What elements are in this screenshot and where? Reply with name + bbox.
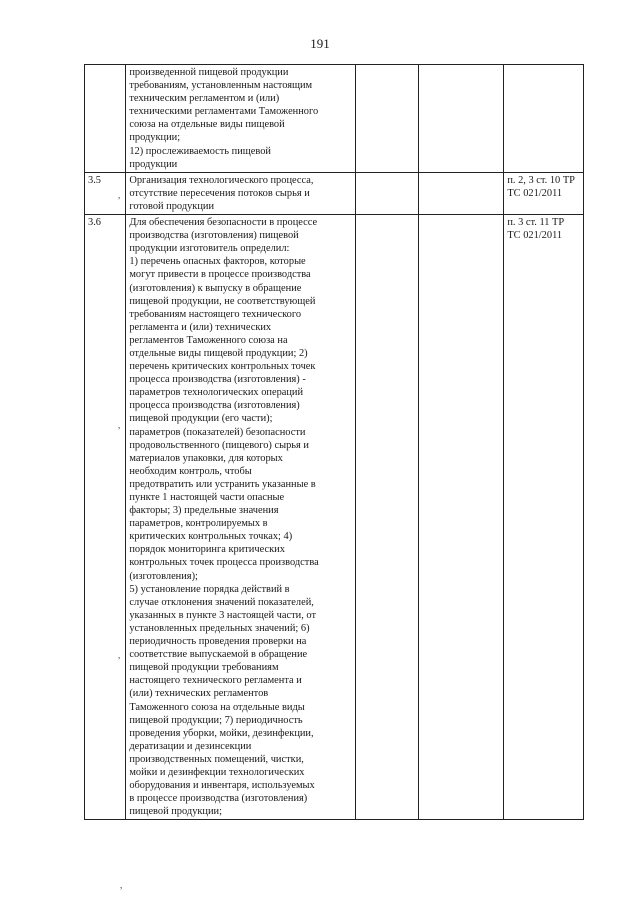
item-number: 3.6	[85, 215, 126, 820]
text-line: процесса производства (изготовления) -	[129, 374, 306, 386]
text-line: указанных в пункте 3 настоящей части, от	[129, 609, 316, 621]
empty-cell	[356, 215, 419, 820]
scan-mark: ,	[118, 190, 121, 200]
text-line: пищевой продукции;	[129, 806, 223, 818]
text-line: (изготовления);	[129, 570, 198, 582]
table-row	[85, 65, 584, 173]
empty-cell	[418, 215, 504, 820]
item-number: 3.5	[85, 172, 126, 214]
text-line: продовольственного (пищевого) сырья и	[129, 439, 309, 451]
text-line: Организация технологического процесса,	[129, 174, 314, 186]
text-line: параметров (показателей) безопасности	[129, 426, 306, 438]
text-line: предотвратить или устранить указанные в	[129, 478, 316, 490]
text-line: требованиям настоящего технического	[129, 308, 302, 320]
text-line: перечень критических контрольных точек	[129, 361, 316, 373]
text-line: Таможенного союза на отдельные виды	[129, 701, 305, 713]
requirement-text	[126, 172, 356, 214]
text-line: производственных помещений, чистки,	[129, 753, 304, 765]
text-line: Для обеспечения безопасности в процессе	[129, 217, 318, 229]
text-line: (или) технических регламентов	[129, 688, 269, 700]
text-line: проведения уборки, мойки, дезинфекции,	[129, 727, 314, 739]
text-line: критических контрольных точках; 4)	[129, 531, 293, 543]
text-line: (изготовления) к выпуску в обращение	[129, 282, 302, 294]
text-line: техническим регламентом и (или)	[129, 93, 280, 105]
text-line: материалов упаковки, для которых	[129, 452, 283, 464]
reference-cell	[504, 65, 584, 173]
text-line: продукции;	[129, 132, 181, 144]
text-line: оборудования и инвентаря, используемых	[129, 780, 315, 792]
text-line: соответствие выпускаемой в обращение	[129, 649, 308, 661]
text-line: требованиям, установленным настоящим	[129, 80, 313, 92]
text-line: контрольных точек процесса производства	[129, 557, 319, 569]
scan-mark: ,	[118, 650, 121, 660]
text-line: настоящего технического регламента и	[129, 675, 302, 687]
text-line: порядок мониторинга критических	[129, 544, 285, 556]
scan-mark: ,	[120, 880, 123, 890]
text-line: пищевой продукции, не соответствующей	[129, 295, 316, 307]
text-line: 5) установление порядка действий в	[129, 583, 290, 595]
text-line: пищевой продукции требованиям	[129, 662, 279, 674]
reference-cell: п. 2, 3 ст. 10 ТР ТС 021/2011	[504, 172, 584, 214]
text-line: продукции изготовитель определил:	[129, 243, 290, 255]
empty-cell	[418, 65, 504, 173]
text-line: процесса производства (изготовления)	[129, 400, 300, 412]
page-number: 191	[310, 36, 330, 51]
text-line: техническими регламентами Таможенного	[129, 106, 319, 118]
text-line: союза на отдельные виды пищевой	[129, 119, 285, 131]
text-line: произведенной пищевой продукции	[129, 67, 289, 78]
text-line: установленных предельных значений; 6)	[129, 622, 310, 634]
requirement-text	[126, 215, 356, 820]
requirements-table	[84, 64, 584, 820]
item-number	[85, 65, 126, 173]
text-line: пункте 1 настоящей части опасные	[129, 492, 285, 503]
empty-cell	[356, 172, 419, 214]
text-line: 1) перечень опасных факторов, которые	[129, 256, 306, 268]
text-line: мойки и дезинфекции технологических	[129, 766, 305, 778]
text-line: готовой продукции	[129, 200, 215, 212]
text-line: в процессе производства (изготовления)	[129, 793, 308, 805]
text-line: факторы; 3) предельные значения	[129, 505, 279, 517]
text-line: случае отклонения значений показателей,	[129, 596, 314, 608]
text-line: регламентов Таможенного союза на	[129, 334, 288, 346]
text-line: периодичность проведения проверки на	[129, 636, 307, 648]
table-row	[85, 215, 584, 820]
text-line: необходим контроль, чтобы	[129, 465, 252, 477]
empty-cell	[356, 65, 419, 173]
text-line: производства (изготовления) пищевой	[129, 230, 299, 242]
table-row	[85, 172, 584, 214]
text-line: отсутствие пересечения потоков сырья и	[129, 187, 310, 199]
text-line: регламента и (или) технических	[129, 321, 272, 333]
text-line: параметров технологических операций	[129, 387, 304, 399]
text-line: дератизации и дезинсекции	[129, 740, 252, 752]
scan-mark: ,	[118, 420, 121, 430]
text-line: могут привести в процессе производства	[129, 269, 311, 281]
text-line: отдельные виды пищевой продукции; 2)	[129, 347, 308, 359]
text-line: 12) прослеживаемость пищевой	[129, 145, 271, 157]
text-line: пищевой продукции; 7) периодичность	[129, 714, 303, 726]
text-line: продукции	[129, 158, 178, 170]
reference-cell: п. 3 ст. 11 ТР ТС 021/2011	[504, 215, 584, 820]
empty-cell	[418, 172, 504, 214]
requirement-text	[126, 65, 356, 173]
text-line: пищевой продукции (его части);	[129, 413, 273, 425]
text-line: параметров, контролируемых в	[129, 518, 268, 530]
